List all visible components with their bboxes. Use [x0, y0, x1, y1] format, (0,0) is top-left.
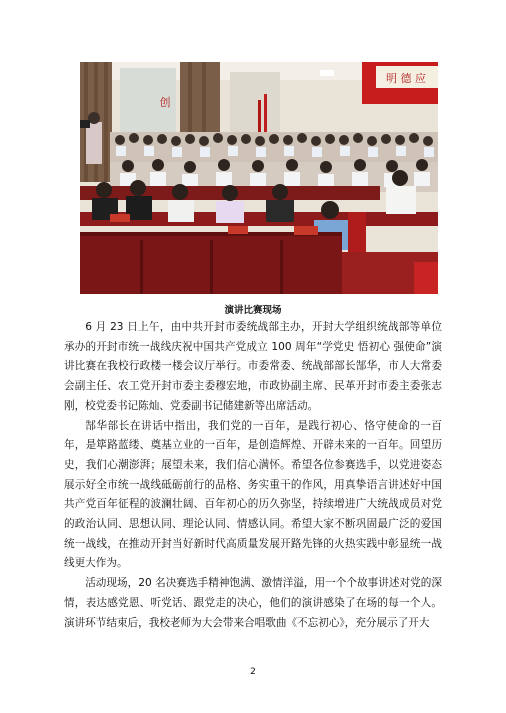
photo-caption: 演讲比赛现场 [224, 305, 282, 316]
paragraph: 活动现场，20 名决赛选手精神饱满、激情洋溢，用一个个故事讲述对党的深情，表达感党恩、听党话、跟党走的决心，他们的演讲感染了在场的每一个人。演讲环节结束后，我校老师为大会带来合唱歌曲《不忘初心》，充分展示了开大 [64, 577, 442, 629]
paragraph: 6 月 23 日上午，由中共开封市委统战部主办，开封大学组织统战部等单位承办的开封市统一战线庆祝中国共产党成立 100 周年“学党史 悟初心 强使命”演讲比赛在我校行政楼一楼会议厅举行。市委常委、统战部部长郜华，市人大常委会副主任、农工党开封市委主委穆宏地，市政协副主席、民革开封市委主委张志刚，校党委书记陈灿、党委副书记储建新等出席活动。 [64, 321, 442, 412]
event-photo [80, 62, 438, 294]
banner-character: 创 [159, 96, 171, 109]
paragraph: 郜华部长在讲话中指出，我们党的一百年，是践行初心、恪守使命的一百年，是筚路蓝缕、奠基立业的一百年，是创造辉煌、开辟未来的一百年。回望历史，我们心潮澎湃；展望未来，我们信心满怀。希望各位参赛选手，以党进姿态展示好全市统一战线砥砺前行的品格、务实重干的作风，用真挚语言讲述好中国共产党百年征程的波澜壮阔、百年初心的历久弥坚，持续增进广大统战成员对党的政治认同、思想认同、理论认同、情感认同。希望大家不断巩固最广泛的爱国统一战线，在推动开封当好新时代高质量发展开路先锋的火热实践中彰显统一战线更大作为。 [64, 419, 442, 570]
wall-sign-text: 明 德 应 [386, 72, 426, 85]
page-number: 2 [250, 667, 256, 677]
article-body [64, 318, 442, 633]
